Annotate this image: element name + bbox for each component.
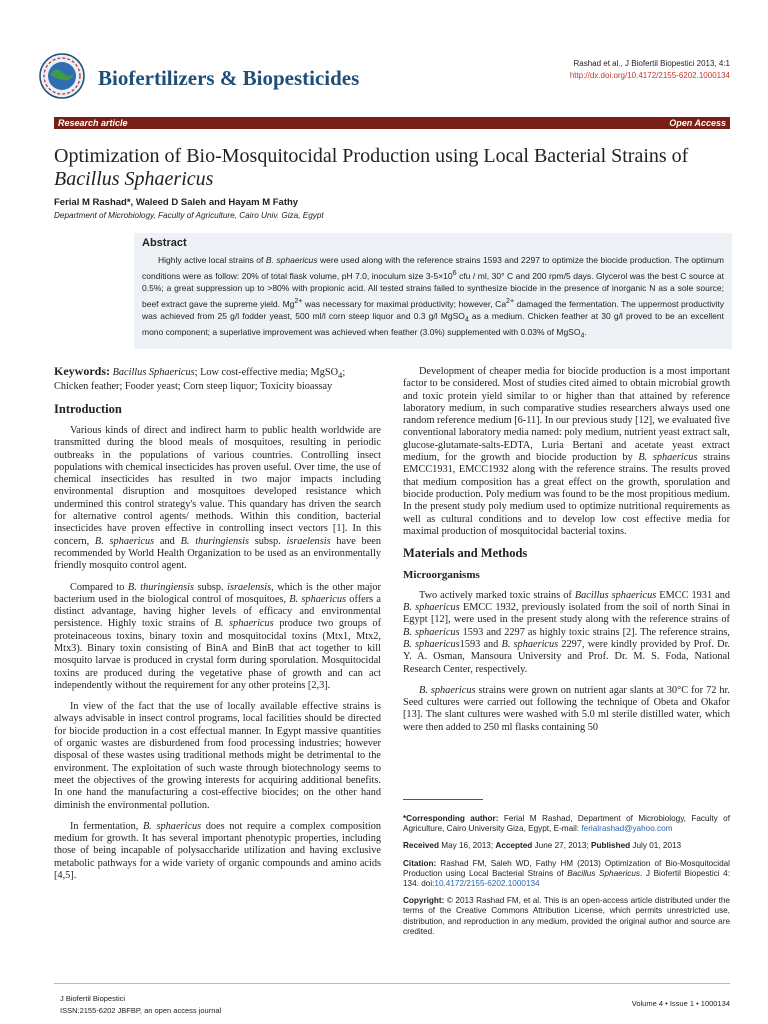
methods-heading: Materials and Methods [403,546,528,561]
intro-paragraph-3: In view of the fact that the use of locally available effective strains is always advisable in insect control programs, local facilities should be directed for biocide production in a cost effectual manner. In Egypt massive quantities of organic wastes are disburdened from food processing industries; however disposal of these wastes using traditional methods might be detrimental to the environment. The exploitation of such waste through biotechnology seems to meet the objectives of the growing interests for acquiring additional benefits. In one hand the manufacturing a cost-effective biocides; on the other hand diminish the environmental pollution. [54,701,381,811]
abstract-box [134,233,732,349]
methods-paragraph-2: B. sphaericus strains were grown on nutrient agar slants at 30°C for 72 hr. Seed cultures were carried out following the technique of Obeta and Okafor [13]. The slant cultures were washed with 5.0 ml sterile distilled water, which were then added to 250 ml flasks containing 50 [403,684,730,733]
affiliation: Department of Microbiology, Faculty of Agriculture, Cairo Univ. Giza, Egypt [54,211,324,220]
citation: Citation: Rashad FM, Saleh WD, Fathy HM (2013) Optimization of Bio-Mosquitocidal Production using Local Bacterial Strains of Bacillus Sphaericus. J Biofertil Biopestici 4: 134. doi:10.4172/2155-6202.1000134 [403,858,731,889]
citation-doi-link[interactable]: 10.4172/2155-6202.1000134 [434,879,540,889]
footer-divider [54,983,730,984]
doi-link[interactable]: http://dx.doi.org/10.4172/2155-6202.1000134 [569,71,730,80]
author-email-link[interactable]: ferialrashad@yahoo.com [581,824,673,834]
header-citation [570,58,730,82]
intro-paragraph-4: In fermentation, B. sphaericus does not require a complex composition medium for growth. It has several important phenotypic properties, including those of being incapable of polysaccharide utilization and having exclusive metabolic pathways for a wide variety of organic compounds and amino acids [4,5]. [54,820,381,882]
abstract-text: Highly active local strains of B. sphaericus were used along with the reference strains 1593 and 2297 to optimize the biocide production. The optimum conditions were as follow: 20% of total flask volume, pH 7.0, inoculum size $3-5\times 10^6$ cfu / ml, 30° C and 200 rpm/5 days. Glycerol was the best C source at 0.5%; a great suppression up to >80% with propionic acid. All tested strains failed to synthesize biocide in the presence of inorganic N as a sole source; beef extract gave the supreme yield. $Mg^{2+}$ was necessary for maximal productivity; however, $Ca^{2+}$ damaged the fermentation. The uppermost productivity was achieved from 25 g/l fodder yeast, 500 ml/l corn steep liquor and 0.3 g/l MgSO$_4$ as a medium. Chicken feather at 30 g/l proved to be an excellent mono component; a superlative improvement was achieved when feather (3.0%) supplemented with 0.03% of MgSO$_4$. [142,255,725,340]
methods-paragraph-1: Two actively marked toxic strains of Bacillus sphaericus EMCC 1931 and B. sphaericus EMCC 1932, previously isolated from the soil of north Sinai in Egypt [12], were used in the present study along with the reference strains of B. sphaericus 1593 and 2297 as highly toxic strains [2]. The reference strains, B. sphaericus1593 and B. sphaericus 2297, were kindly provided by Prof. Dr. Y. A. Osman, Mansoura University and Prof. Dr. M. S. Foda, National Research Center, respectively. [403,589,731,675]
authors: Ferial M Rashad*, Waleed D Saleh and Hayam M Fathy [54,197,299,208]
microorganisms-heading: Microorganisms [403,569,480,582]
corresponding-author: *Corresponding author: Ferial M Rashad, Department of Microbiology, Faculty of Agriculture, Cairo University Giza, Egypt, E-mail: ferialrashad@yahoo.com [403,814,730,834]
intro-paragraph-1: Various kinds of direct and indirect harm to public health worldwide are transmitted during the blood meals of mosquitoes, resulting in periodic outbreaks in the populations of various countries. Controlling insect populations with chemical insecticides has proven useful. Over time, the use of chemical insecticides has resulted in two major impacts including environmental disruption and mosquitoes developed resistance which undermined this control strategy's value. This quandary has driven the search for alternative control agents/ methods. Within this condition, bacterial insecticides have proven effective in controlling insect vectors [1]. In this concern, B. sphaericus and B. thuringiensis subsp. israelensis have been recommended by World Health Organization to be used as an environmentally friendly mosquito control agent. [54,424,381,572]
footer-issn: ISSN:2155-6202 JBFBP, an open access journal [60,1006,222,1015]
footer-volume: Volume 4 • Issue 1 • 1000134 [631,999,730,1008]
article-type-band [54,117,730,129]
intro-paragraph-2: Compared to B. thuringiensis subsp. israelensis, which is the other major bacterium used in the biological control of mosquitoes, B. sphaericus offers a distinct advantage, having higher levels of efficacy and environmental persistence. Highly toxic strains of B. sphaericus produce two groups of proteinaceous toxins, binary toxin and mosquitocidal toxins (Mtx1, Mtx2, Mtx3). Binary toxin consisting of BinA and BinB that act together to kill mosquito larvae is produced in crystal form during sporulation. Mosquitocidal toxins are produced during the vegetative phase of growth and can act independently without the requirement for any other proteins [2,3]. [54,581,382,691]
journal-logo-icon [38,52,86,100]
citation-short: Rashad et al., J Biofertil Biopestici 2013, 4:1 [573,59,730,68]
copyright: Copyright: © 2013 Rashad FM, et al. This is an open-access article distributed under the terms of the Creative Commons Attribution License, which permits unrestricted use, distribution, and reproduction in any medium, provided the original author and source are credited. [403,896,730,936]
abstract-heading: Abstract [142,237,187,249]
footer-left [60,993,221,1017]
right-paragraph-1: Development of cheaper media for biocide production is a most important factor to be considered. Most of studies cited aimed to obtain microbial growth and toxic protein yield similar to or higher than that attained by reference laboratory medium, in such comparative studies researchers always used one random reference medium [6-11]. In our previous study [12], we evaluated five conventional laboratory media named: poly medium, nutrient yeast extract salt, glucose-glutamate-salts-EDTA, Luria Bertani and acetate yeast extract medium, for the growth and biocide production by B. sphaericus strains EMCC1931, EMCC1932 along with the reference strains. The results proved that medium composition has a great effect on the growth, sporulation and biocide production. Poly medium was found to be the most propitious medium. In the present study poly medium used to optimize nutritional requirements as well as cultural conditions and to develop low cost effective media for maximal production of mosquitocidal bacterial toxins. [403,366,730,537]
right-column [403,366,730,743]
open-access-label: Open Access [669,118,726,128]
title-species: Bacillus Sphaericus [54,168,214,190]
article-type-label: Research article [58,118,128,128]
keywords: Keywords: Bacillus Sphaericus; Low cost-effective media; MgSO$_4$; Chicken feather; Fooder yeast; Corn steep liquor; Toxicity bioassay [54,364,346,393]
introduction-heading: Introduction [54,401,122,416]
journal-name: Biofertilizers & Biopesticides [98,66,360,90]
footnote-divider [403,799,483,800]
footnotes [403,814,730,944]
dates: Received May 16, 2013; Accepted June 27, 2013; Published July 01, 2013 [403,841,682,851]
title-text: Optimization of Bio-Mosquitocidal Production using Local Bacterial Strains of [54,145,689,167]
paper-title [54,145,734,191]
left-column [54,365,381,891]
footer-journal: J Biofertil Biopestici [60,994,126,1003]
